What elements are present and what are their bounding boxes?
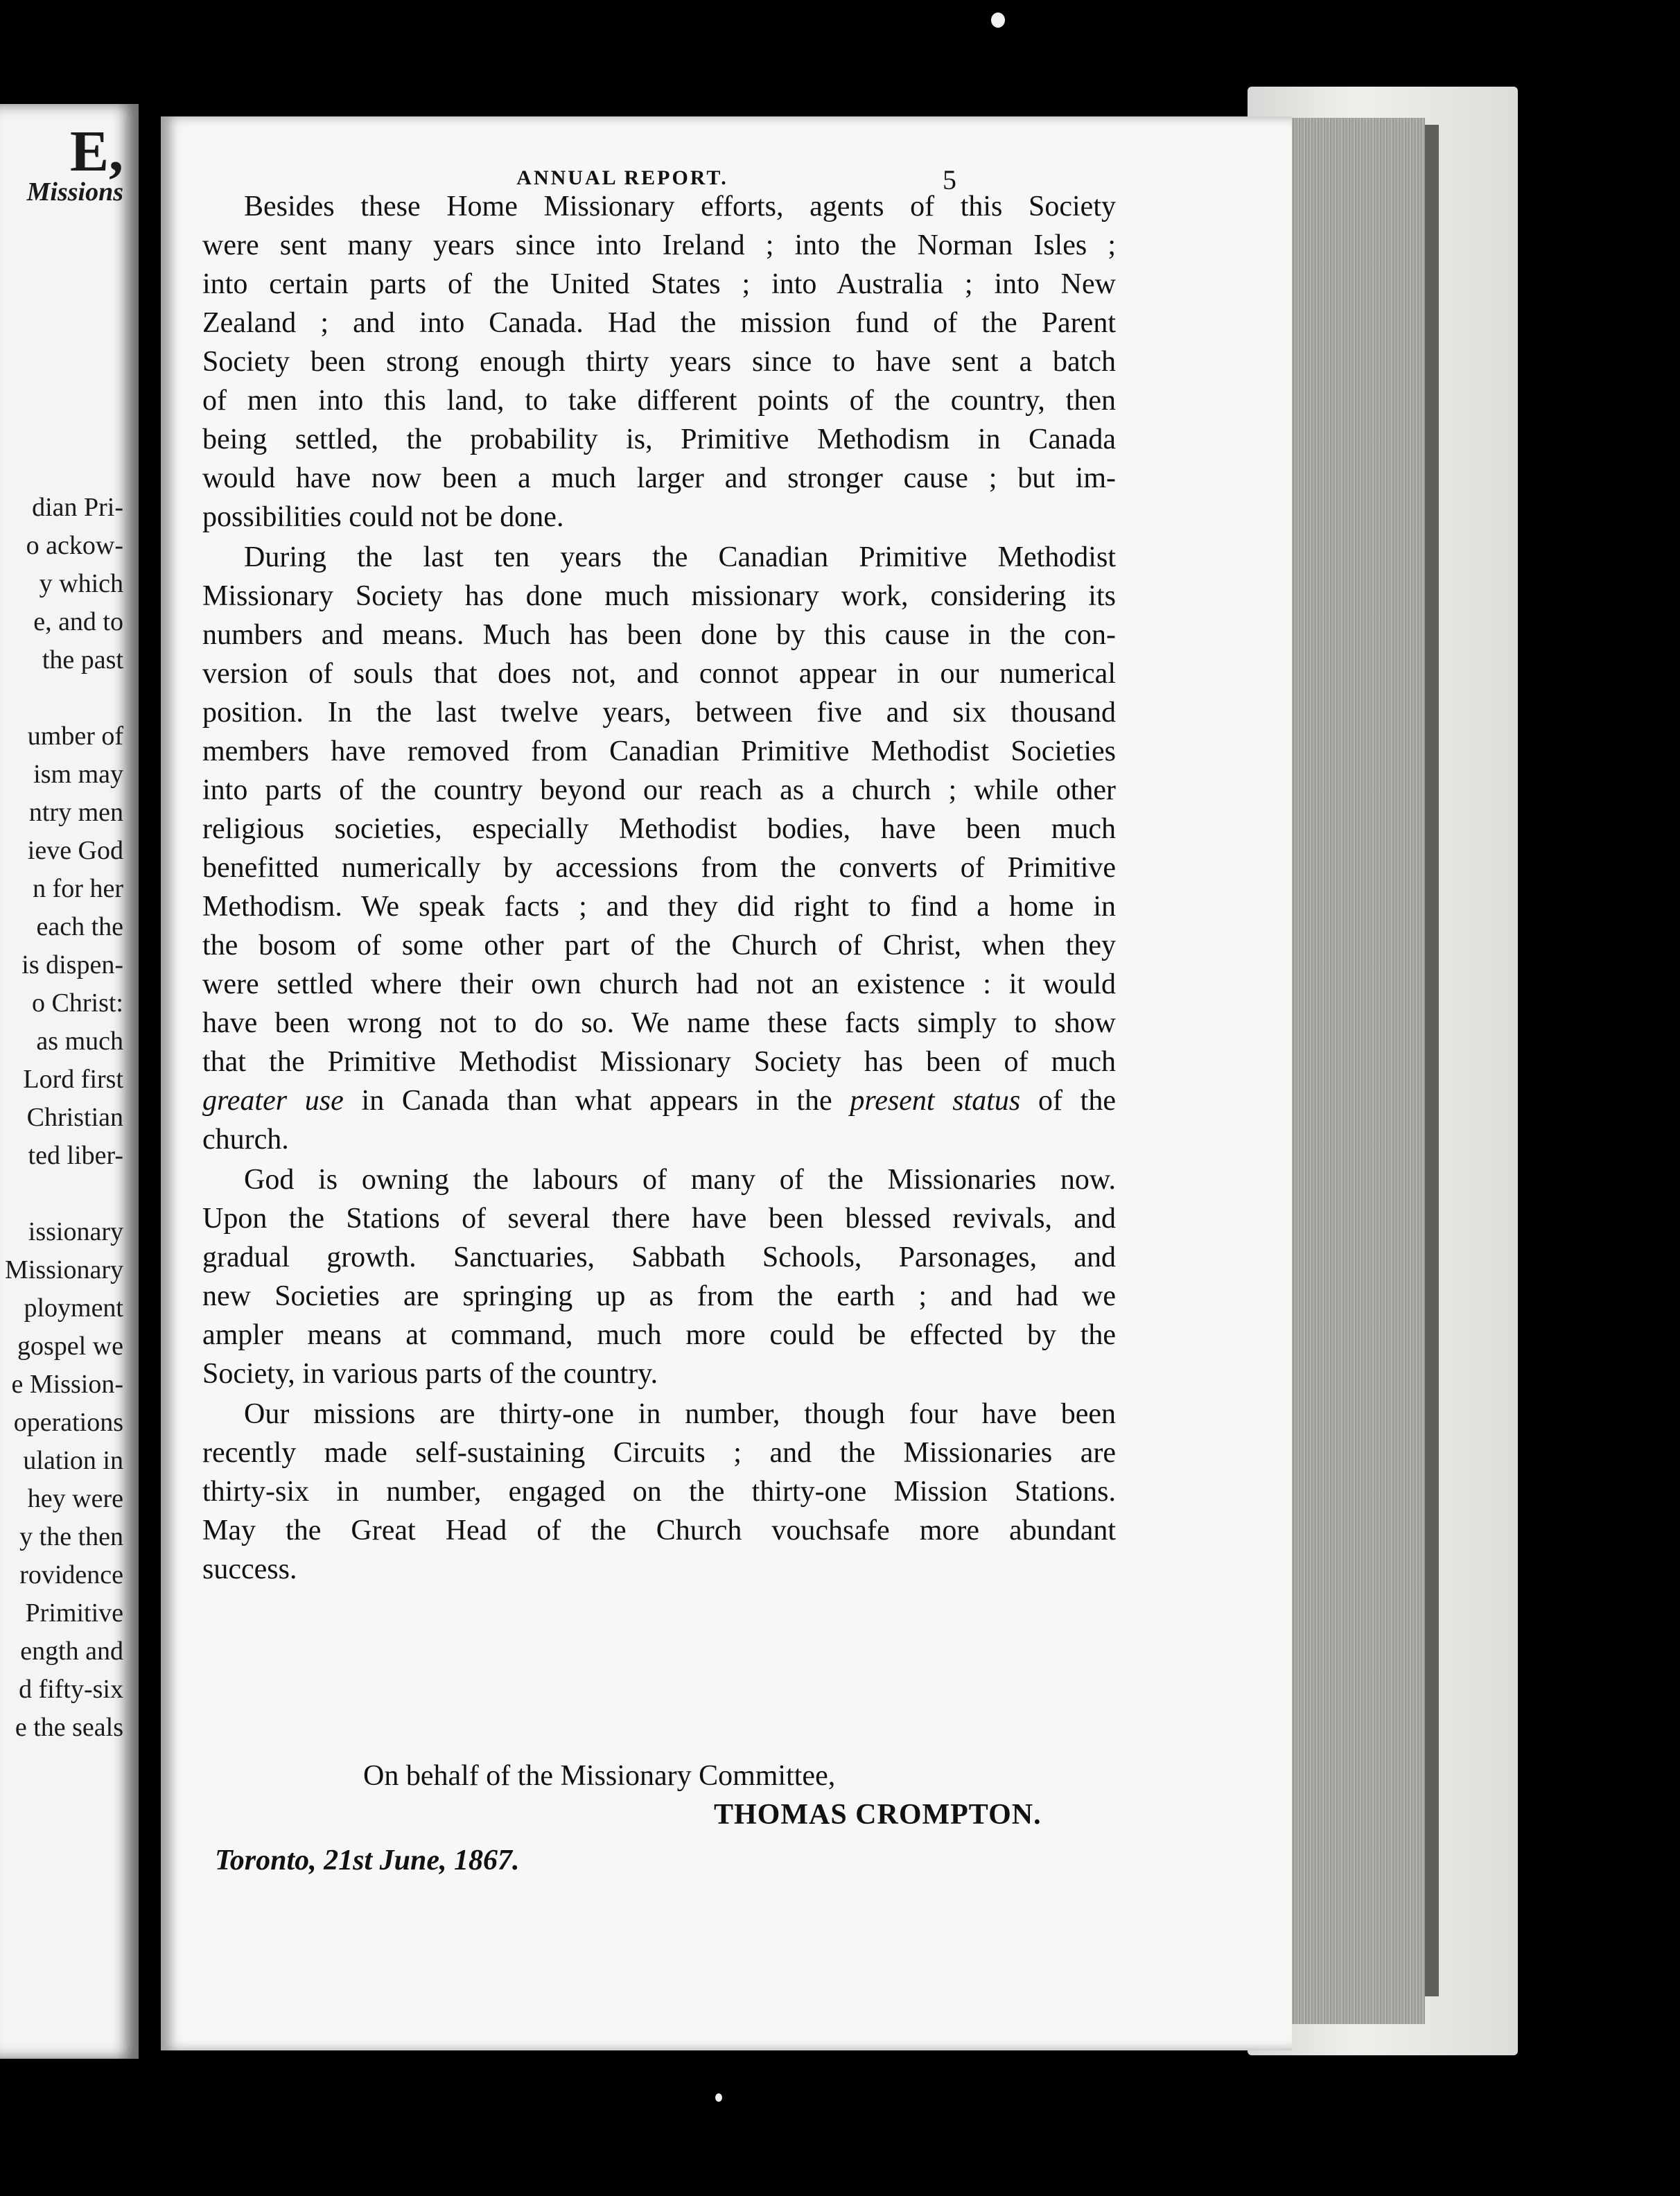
text-line: Society been strong enough thirty years since to have sent a batch [202, 346, 1116, 378]
emphasis-text: present status [850, 1085, 1021, 1117]
facing-page-line: ength and [20, 1637, 123, 1666]
dust-speck [991, 12, 1005, 28]
facing-page-line: e Mission- [11, 1370, 123, 1399]
facing-page-line: each the [36, 912, 123, 941]
text-line: of men into this land, to take different points of the country, then [202, 385, 1116, 417]
text-line: thirty-six in number, engaged on the thirty-one Mission Stations. [202, 1476, 1116, 1508]
facing-page-line: umber of [27, 722, 123, 751]
facing-page-line: Primitive [25, 1598, 123, 1628]
facing-page-line: d fifty-six [19, 1675, 123, 1704]
facing-page-line: Lord first [23, 1065, 123, 1094]
text-line: being settled, the probability is, Primitive Methodism in Canada [202, 424, 1116, 455]
facing-page-line: e, and to [33, 607, 123, 636]
facing-page-line: as much [36, 1027, 123, 1056]
text-line: Upon the Stations of several there have been blessed revivals, and [202, 1203, 1116, 1235]
text-line: recently made self-sustaining Circuits ; and the Missionaries are [202, 1437, 1116, 1469]
facing-page-line: Missions [26, 177, 123, 207]
facing-page-line: y which [39, 569, 123, 598]
text-line: During the last ten years the Canadian Primitive Methodist [244, 541, 1116, 573]
facing-page-line: is dispen- [21, 950, 123, 979]
text-line: members have removed from Canadian Primitive Methodist Societies [202, 735, 1116, 767]
text-line: the bosom of some other part of the Church of Christ, when they [202, 930, 1116, 961]
text-line: into certain parts of the United States ; into Australia ; into New [202, 268, 1116, 300]
text-line: church. [202, 1124, 289, 1156]
facing-page-line: hey were [27, 1484, 123, 1513]
text-line: success. [202, 1553, 297, 1585]
facing-page-line: gospel we [17, 1332, 123, 1361]
page-number: 5 [943, 164, 956, 195]
text-line: possibilities could not be done. [202, 501, 564, 533]
facing-page-line: rovidence [19, 1560, 123, 1589]
facing-page-line: E, [69, 119, 123, 184]
text-line: were sent many years since into Ireland ; into the Norman Isles ; [202, 229, 1116, 261]
text-line: religious societies, especially Methodist bodies, have been much [202, 813, 1116, 845]
facing-page-line: operations [13, 1408, 123, 1437]
running-head: ANNUAL REPORT. [516, 166, 728, 189]
text-line: Our missions are thirty-one in number, though four have been [244, 1398, 1116, 1430]
text-line: ampler means at command, much more could be effected by the [202, 1319, 1116, 1351]
text-line: Missionary Society has done much missionary work, considering its [202, 580, 1116, 612]
facing-page-line: ployment [24, 1293, 123, 1323]
facing-page-line: ism may [33, 760, 123, 789]
facing-page-line: the past [42, 645, 123, 674]
dateline: Toronto, 21st June, 1867. [215, 1845, 520, 1876]
text-line: into parts of the country beyond our reach as a church ; while other [202, 774, 1116, 806]
text-line: new Societies are springing up as from the earth ; and had we [202, 1280, 1116, 1312]
facing-page [0, 104, 139, 2059]
paragraph-gap [202, 1589, 1116, 1590]
text-line: that the Primitive Methodist Missionary Society has been of much [202, 1046, 1116, 1078]
text-segment: in Canada than what appears in the [343, 1085, 850, 1117]
emphasis-text: greater use [202, 1085, 344, 1117]
facing-page-line: e the seals [15, 1713, 123, 1742]
facing-page-line: o Christ: [32, 988, 123, 1018]
signoff-line: On behalf of the Missionary Committee, [363, 1760, 836, 1792]
facing-page-line: Missionary [5, 1255, 123, 1284]
text-line: Zealand ; and into Canada. Had the mission fund of the Parent [202, 307, 1116, 339]
facing-page-line: n for her [33, 874, 123, 903]
body-text [202, 187, 1116, 1590]
facing-page-line: ntry men [28, 798, 123, 827]
text-line: Besides these Home Missionary efforts, agents of this Society [244, 191, 1116, 223]
text-line: benefitted numerically by accessions from the converts of Primitive [202, 852, 1116, 884]
facing-page-line: y the then [19, 1522, 123, 1551]
text-segment: of the [1020, 1085, 1116, 1117]
signature: THOMAS CROMPTON. [714, 1799, 1042, 1831]
page-edge-shadow [1425, 125, 1439, 1996]
facing-page-line: Christian [26, 1103, 123, 1132]
text-line: position. In the last twelve years, between five and six thousand [202, 697, 1116, 729]
text-line: would have now been a much larger and stronger cause ; but im- [202, 462, 1116, 494]
page-edges [1282, 118, 1425, 2024]
text-line-mixed [202, 1081, 1116, 1120]
facing-page-line: ted liber- [28, 1141, 123, 1170]
text-line: Society, in various parts of the country. [202, 1358, 658, 1390]
facing-page-line: issionary [28, 1217, 123, 1246]
text-line: God is owning the labours of many of the Missionaries now. [244, 1164, 1116, 1196]
dust-speck [715, 2093, 722, 2102]
facing-page-line: ulation in [23, 1446, 123, 1475]
text-line: gradual growth. Sanctuaries, Sabbath Schools, Parsonages, and [202, 1241, 1116, 1273]
facing-page-line: ieve God [27, 836, 123, 865]
facing-page-line: dian Pri- [32, 493, 123, 522]
text-line: were settled where their own church had not an existence : it would [202, 968, 1116, 1000]
text-line: version of souls that does not, and connot appear in our numerical [202, 658, 1116, 690]
text-line: have been wrong not to do so. We name these facts simply to show [202, 1007, 1116, 1039]
facing-page-line: o ackow- [26, 531, 123, 560]
text-line: Methodism. We speak facts ; and they did right to find a home in [202, 891, 1116, 923]
text-line: May the Great Head of the Church vouchsafe more abundant [202, 1515, 1116, 1546]
text-line: numbers and means. Much has been done by this cause in the con- [202, 619, 1116, 651]
